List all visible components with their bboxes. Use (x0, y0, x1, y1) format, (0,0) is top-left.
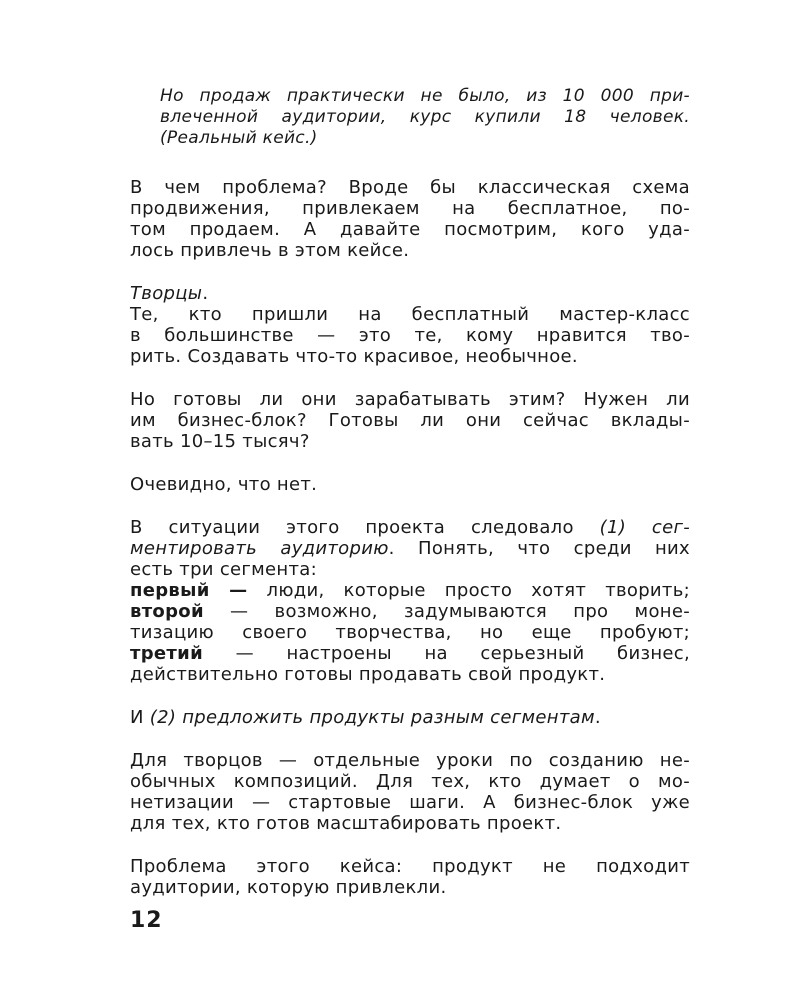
paragraph-products (130, 750, 690, 834)
text-line (130, 707, 690, 728)
text-line: Те, кто пришли на бесплатный мастер-класс (130, 304, 690, 325)
text-line: для тех, кто готов масштабировать проект. (130, 813, 562, 834)
paragraph-creators (130, 283, 690, 367)
paragraph-segments (130, 517, 690, 685)
paragraph-problem (130, 177, 690, 261)
segments-step-one: (1) сег- (599, 517, 690, 538)
paragraph-obvious (130, 474, 690, 495)
text-line: продвижения, привлекаем на бесплатное, по- (130, 198, 690, 219)
segment-first-text: люди, которые просто хотят творить; (247, 580, 690, 601)
segment-third-text: — настроены на серьезный бизнес, (202, 643, 690, 664)
text-line: Проблема этого кейса: продукт не подходит (130, 856, 690, 877)
text-line: В чем проблема? Вроде бы классическая схема (130, 177, 690, 198)
text-line: лось привлечь в этом кейсе. (130, 240, 410, 261)
page-number: 12 (130, 908, 163, 933)
segment-second-label: второй (130, 601, 204, 622)
text-line: рить. Создавать что-то красивое, необычное. (130, 346, 578, 367)
paragraph-offer (130, 707, 690, 728)
quote-line: влеченной аудитории, курс купили 18 человек. (160, 107, 690, 127)
case-quote (160, 86, 690, 149)
segment-first-label: первый — (130, 580, 248, 601)
offer-step-two: (2) предложить продукты разным сегментам (149, 707, 595, 728)
creators-heading-period: . (202, 283, 209, 304)
text-line: обычных композиций. Для тех, кто думает о мо- (130, 771, 690, 792)
creators-heading: Творцы (130, 283, 203, 304)
paragraph-conclusion (130, 856, 690, 898)
offer-period: . (594, 707, 601, 728)
segment-second-text: — возможно, задумываются про моне- (203, 601, 690, 622)
paragraph-questions (130, 389, 690, 452)
text-line: Для творцов — отдельные уроки по созданию не- (130, 750, 690, 771)
segment-first (130, 580, 690, 601)
segments-intro-cont: . Понять, что среди них (388, 538, 690, 559)
text-line: в большинстве — это те, кому нравится тво- (130, 325, 690, 346)
text-line: том продаем. А давайте посмотрим, кого уда- (130, 219, 690, 240)
text-line (130, 538, 690, 559)
text-line: аудитории, которую привлекли. (130, 877, 447, 898)
segment-second (130, 601, 690, 622)
text-line: Очевидно, что нет. (130, 474, 318, 495)
text-line (130, 517, 690, 538)
text-line: действительно готовы продавать свой продукт. (130, 664, 606, 685)
page-body (130, 86, 690, 898)
text-line: есть три сегмента: (130, 559, 317, 580)
segments-intro: В ситуации этого проекта следовало (130, 517, 600, 538)
quote-line: (Реальный кейс.) (160, 128, 318, 148)
segment-third (130, 643, 690, 664)
text-line: вать 10–15 тысяч? (130, 431, 310, 452)
text-line: тизацию своего творчества, но еще пробуют; (130, 622, 690, 643)
text-line: нетизации — стартовые шаги. А бизнес-блок уже (130, 792, 690, 813)
segments-step-one-cont: ментировать аудиторию (130, 538, 389, 559)
text-line: Но готовы ли они зарабатывать этим? Нужен ли (130, 389, 690, 410)
text-line: им бизнес-блок? Готовы ли они сейчас вклады- (130, 410, 690, 431)
creators-heading-line (130, 283, 690, 304)
segment-third-label: третий (130, 643, 203, 664)
quote-line: Но продаж практически не было, из 10 000 при- (160, 86, 690, 106)
offer-prefix: И (130, 707, 150, 728)
